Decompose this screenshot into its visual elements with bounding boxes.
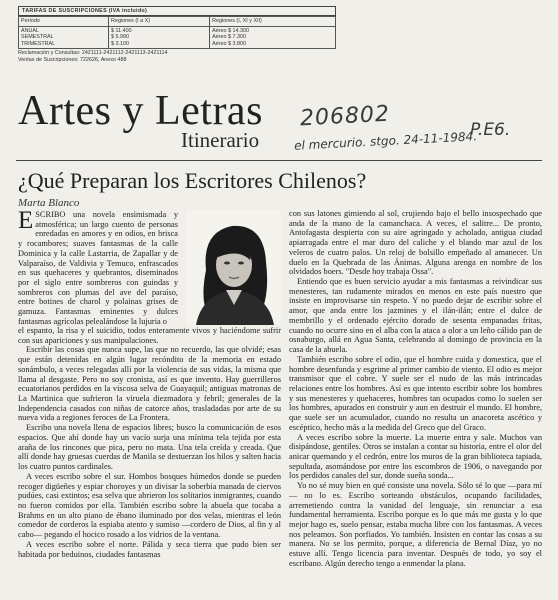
handwritten-source: el mercurio. stgo. 24-11-1984. — [293, 129, 478, 153]
article-headline: ¿Qué Preparan los Escritores Chilenos? — [18, 168, 367, 193]
price-value: Aéreo $ 3.800 — [212, 40, 246, 47]
article-column-left-top — [18, 207, 178, 327]
period-cell — [19, 26, 109, 48]
paragraph: el espanto, la risa y el suicidio, todos enteramente vivos y haciéndome sufrir con sus apariciones y sus manipulaciones. — [18, 326, 281, 345]
drop-cap: E — [18, 207, 34, 234]
paragraph: con sus latones gimiendo al sol, crujiendo bajo el bello insospechado que anda de la mano de la camanchaca. A veces, el salitre... De pronto, Antofagasta despierta con su aire agringado y acholado, antigua ciudad apiarragada entre el mar duro del caliche y el blando mar azul de los veleros de cuatro palos. Un reloj de bolsillo empeñado al amanecer. Un duelo en la Quebrada de las Ánimas. Alguna arenga en nombre de los olvidados boers. "Desde hoy trabaja Ossa". — [289, 209, 542, 277]
paragraph: A veces escribo sobre el norte. Pálida y seca tierra que pudo bien ser habitada por beduinos, ciudades fantasmas — [18, 539, 281, 559]
paragraph: Escribir las cosas que nunca supe, las que no recuerdo, las que olvidé; esas que están detenidas en algún lugar recóndito de la memoria en estado sonámbulo, a veces relegadas allí por la violencia de sus vidas, la misma que llama al desgaste. Pero no soy cronista, así es que invento. Hay guerrilleros ecuatorianos perdidos en la viscosa selva de Guayaquil; antiguas matronas de La Martinica que sufrieron la viruela diezmadora y febril; generales de la Independencia casados con niñas de catorce años, trasladadas por arte de su nueva vida a regiones feroces de La Frontera. — [18, 345, 281, 423]
subscription-rates-box — [18, 6, 336, 63]
article-column-right — [289, 209, 542, 569]
price-value: $ 3.100 — [111, 40, 130, 47]
section-masthead — [18, 88, 263, 152]
paragraph: Yo no sé muy bien en qué consiste una novela. Sólo sé lo que —para mí— no lo es. Escribo sorteando obstáculos, ocupando facilidades, arremetiendo contra la vanidad del lenguaje, sin renunciar a esa fundamental herramienta. Escribo porque es lo que más me gusta y lo que mejor hago es, suelo pensar, estaba mucha libre con los fantasmas. A veces nos peleamos. Son porfiados. Yo también. Insisten en contar las cosas a su manera. No se los permito, porque, a diferencia de Bernal Díaz, yo no estuve allí. Tengo licencia para inventar. Después de todo, yo soy el escribano. Algún derecho tengo a enmendar la plana. — [289, 481, 542, 568]
price-value: Aéreo $ 7.300 — [212, 34, 246, 41]
period-name: ANUAL — [21, 27, 39, 34]
price-value: $ 5.990 — [111, 34, 130, 41]
table-header-row — [19, 17, 336, 26]
paragraph: También escribo sobre el odio, que el hombre cuida y domestica, que el hombre desenfunda y esgrime al primer cambio de viento. El odio es mejor transmisor que el cobre. Y suele ser el nudo de las más intrincadas relaciones entre los hombres. Así es que intento escribir sobre los hombres y sus menesteres y quehaceres, hombres tan ocupados como lo suelen ser los hombres, apurados en construir y aun en destruir el mundo. El hombre, que suele ser un acumulador, cuando no resulta un anacoreta ascético y escéptico, hecho más a la medida del Greco que del Graco. — [289, 354, 542, 432]
period-name: TRIMESTRAL — [21, 40, 56, 47]
price-value: Aéreo $ 14.300 — [212, 27, 249, 34]
paragraph: A veces escribo sobre la muerte. La muerte entra y sale. Muchos van disipándose, gentiles. Otros se instalan a contar su historia, entre el olor del anicar quemando y el cedrón, entre los muros de la gran biblioteca tapiada, sepultada, asomándose por entre los escombros de 1906, o navegando por los perdidos canales del sur, donde sueña sonda... — [289, 432, 542, 481]
paragraph — [18, 207, 178, 327]
section-title: Artes y Letras — [18, 88, 263, 134]
price-cell — [210, 26, 336, 48]
article-column-left-bottom — [18, 326, 281, 559]
top-divider — [16, 160, 542, 161]
author-photo — [186, 210, 281, 325]
handwritten-page: P.E6. — [470, 120, 511, 140]
paragraph: Escribo una novela llena de espacios libres; busco la comunicación de esos espacios. Que ahí donde hay un vacío surja una mínima tela tejida por esta araña de los rincones que pica, pero no mata. Una tela creída y creada. Que allí donde hay gruesas cuerdas de Manila se destuerzan los hilos y salten hacia los cuatro puntos cardinales. — [18, 423, 281, 472]
paragraph-text: SCRIBO una novela ensimismada y atmosférica; un largo cuento de personas enredadas en amores y en odios, en brisca y rocambores; suaves fantasmas de la calle Dominica y la calle Lastarria, de Zapallar y de Valparaíso, de Valdivia y Temuco, enfrascados en sus quehaceres y quebrantos, diseminados por el siglo entre sombreros con guindas y sombreros con plumas del ave del paraíso, entre botines de charol y polainas grises de gamuza. Fantasmas eminentes y dulces fantasmas agrícolas pelealándose la lujuria o — [18, 210, 178, 326]
subscription-rates-table — [18, 16, 336, 49]
table-header: Regiones (I a X) — [109, 17, 210, 26]
subscription-rates-title: TARIFAS DE SUSCRIPCIONES (IVA incluido) — [18, 6, 336, 16]
table-header: Período — [19, 17, 109, 26]
paragraph: Entiendo que es buen servicio ayudar a mis fantasmas a reivindicar sus menesteres, tan rudamente mirados en menos en este país nuestro que insiste en improvisarse sin respeto. Y no puedo dejar de escribir sobre el amor, que anda entre los jazmines y el ilán-ilán; entre el dulce de membrillo y el ordenado ejército dorado de sesenta empanadas fritas, cuando no ocurre sino en el alba con la ataca a olor a un leño cálido pan de osnaburgo, allá en Agua Santa, celebrando al domingo de provincia en la casa de la abuela. — [289, 277, 542, 355]
table-header: Regiones (I, XI y XII) — [210, 17, 336, 26]
section-subtitle: Itinerario — [181, 128, 260, 152]
handwritten-number: 206802 — [299, 101, 391, 132]
portrait-image — [186, 210, 281, 325]
article-author: Marta Blanco — [18, 197, 80, 209]
paragraph: A veces escribo sobre el sur. Hombos bosques húmedos donde se pueden recoger digüeñes y espiar choroyes y un divisar la soberbia manada de ciervos pudúes, casi extintos; esa selva que abrieron los solitarios inmigrantes, cuando no fueron comidos por ella. También escribo sobre la abuela que tocaba a Brahms en un alto piano de ébano iluminado por dos velas, mientras el león comedor de corderos la espiaba atento y sumiso —cordero de Dios, al fin y al cabo— pegando el hocico rosado a los vidrios de la ventana. — [18, 471, 281, 540]
price-value: $ 11.400 — [111, 27, 132, 34]
period-name: SEMESTRAL — [21, 34, 54, 41]
contact-line: Reclamación y Consultas: 2421111-2421112-2421113-2421114 — [18, 50, 168, 57]
price-cell — [109, 26, 210, 48]
table-row — [19, 26, 336, 48]
contact-line: Ventas de Suscripciones: 722626, Anexo 488 — [18, 56, 127, 63]
